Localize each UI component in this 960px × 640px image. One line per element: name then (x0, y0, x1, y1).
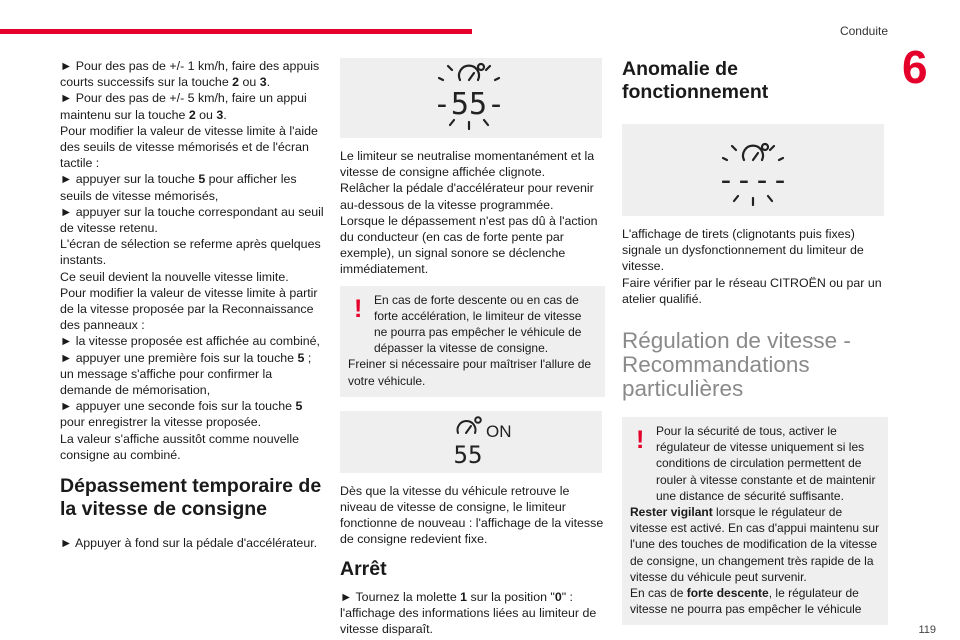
section-title: Conduite (839, 24, 888, 38)
paragraph: Pour modifier la valeur de vitesse limite à partir de la vitesse proposée par la Reconnaissance des panneaux : (60, 285, 318, 333)
paragraph: Dès que la vitesse du véhicule retrouve le niveau de vitesse de consigne, le limiteur fonctionne de nouveau : l'affichage de la vitesse de consigne redevient fixe. (340, 483, 604, 547)
warning-text: En cas de forte descente ou en cas de forte accélération, le limiteur de vitesse ne pourra pas empêcher le véhicule de dépasser la vitesse de consigne. (374, 292, 582, 356)
display-value: 55 (453, 440, 483, 469)
warning-text: Freiner si nécessaire pour maîtriser l'allure de votre véhicule. (348, 357, 592, 388)
paragraph: ► Pour des pas de +/- 1 km/h, faire des appuis courts successifs sur la touche 2 ou 3. (60, 59, 320, 90)
paragraph: ► Tournez la molette 1 sur la position "0" : l'affichage des informations liées au limiteur de vitesse disparaît. (340, 589, 597, 637)
warning-text: Pour la sécurité de tous, activer le régulateur de vitesse uniquement si les conditions de circulation permettent de rouler à vitesse constante et de maintenir une distance de sécurité suffisante. (656, 424, 876, 503)
warning-box (340, 286, 605, 397)
warning-icon: ! (636, 426, 645, 455)
on-label: ON (486, 421, 512, 441)
column-middle (340, 58, 605, 637)
paragraph: Pour modifier la valeur de vitesse limite à l'aide des seuils de vitesse mémorisés et de l'écran tactile : (60, 123, 318, 171)
column-right (622, 58, 888, 625)
heading-depassement: Dépassement temporaire de la vitesse de consigne (60, 475, 322, 521)
paragraph: ► Pour des pas de +/- 5 km/h, faire un appui maintenu sur la touche 2 ou 3. (60, 91, 307, 122)
speedometer-on-icon (340, 411, 602, 473)
warning-box (622, 417, 888, 625)
paragraph: L'affichage de tirets (clignotants puis fixes) signale un dysfonctionnement du limiteur de vitesse. (622, 227, 864, 274)
paragraph: Ce seuil devient la nouvelle vitesse limite. (60, 269, 289, 284)
warning-text: En cas de forte descente, le régulateur de vitesse ne pourra pas empêcher le véhicule (630, 586, 862, 617)
warning-text: Rester vigilant lorsque le régulateur de vitesse est activé. En cas d'appui maintenu sur l'une des touches de modification de la vitesse de consigne, un changement très rapide de la vitesse du véhicule peut survenir. (630, 505, 880, 584)
paragraph: L'écran de sélection se referme après quelques instants. (60, 237, 321, 268)
paragraph: Le limiteur se neutralise momentanément et la vitesse de consigne affichée clignote. (340, 149, 595, 180)
paragraph: ► appuyer sur la touche correspondant au seuil de vitesse retenu. (60, 204, 324, 236)
display-value: -55- (432, 87, 506, 122)
figure-flashing-limit (340, 58, 602, 138)
paragraph: La valeur s'affiche aussitôt comme nouvelle consigne au combiné. (60, 431, 300, 462)
column-left (60, 58, 325, 551)
speedometer-fault-icon (622, 124, 884, 216)
heading-arret: Arrêt (340, 557, 387, 580)
paragraph: Faire vérifier par le réseau CITROËN ou par un atelier qualifié. (622, 275, 882, 306)
heading-regulation: Régulation de vitesse - Recommandations particulières (622, 328, 851, 402)
paragraph: Relâcher la pédale d'accélérateur pour revenir au-dessous de la vitesse programmée. (340, 181, 594, 212)
page-number: 119 (918, 624, 936, 636)
display-value: ---- (716, 163, 790, 198)
figure-dashes (622, 124, 884, 216)
paragraph: ► appuyer une première fois sur la touche 5 ; un message s'affiche pour confirmer la demande de mémorisation, (60, 350, 312, 398)
paragraph: Lorsque le dépassement n'est pas dû à l'action du conducteur (en cas de forte pente par exemple), un signal sonore se déclenche immédiatement. (340, 213, 598, 277)
warning-icon: ! (354, 294, 363, 323)
header-accent-bar (0, 29, 472, 34)
figure-limit-on (340, 411, 602, 473)
heading-anomalie: Anomalie de fonctionnement (622, 58, 769, 103)
chapter-number: 6 (902, 41, 928, 93)
paragraph: ► la vitesse proposée est affichée au combiné, (60, 334, 320, 349)
paragraph: ► appuyer une seconde fois sur la touche 5 pour enregistrer la vitesse proposée. (60, 399, 303, 430)
paragraph: ► appuyer sur la touche 5 pour afficher les seuils de vitesse mémorisés, (60, 172, 297, 203)
speedometer-limit-icon (340, 58, 602, 138)
step-accelerate: ► Appuyer à fond sur la pédale d'accélérateur. (60, 536, 318, 551)
